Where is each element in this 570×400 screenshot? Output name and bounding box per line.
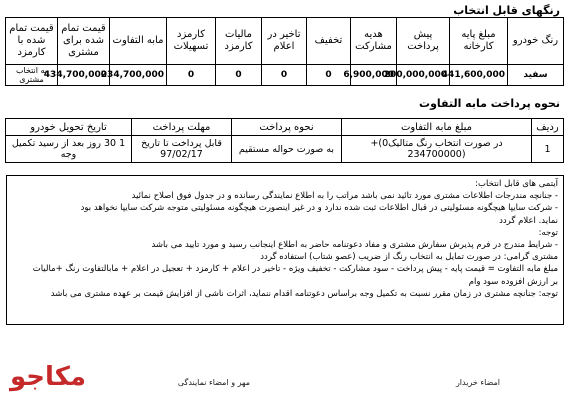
note-line: توجه: bbox=[538, 227, 558, 238]
table-cell: 1 bbox=[532, 136, 564, 163]
note-line: - شرایط مندرج در فرم پذیرش سفارش مشتری و مفاد دعوتنامه حاضر به اطلاع اینجانب رسید و مورد تایید می باشد bbox=[151, 240, 558, 251]
section2-title: نحوه پرداخت مابه التفاوت bbox=[419, 97, 560, 110]
note-line: مشتری گرامی: در صورت تمایل به انتخاب رنگ از ضریب (عصو شتاب) استفاده گردد bbox=[260, 252, 558, 263]
buyer-signature-label: امضاء خریدار bbox=[455, 378, 500, 387]
table-cell: 441,600,000 bbox=[450, 65, 508, 86]
table-row bbox=[6, 65, 564, 86]
table-cell: قابل پرداخت تا تاریخ 97/02/17 bbox=[132, 136, 232, 163]
note-line: بر ارزش افزوده سود وام bbox=[468, 276, 558, 287]
note-line: نماید. اعلام گردد bbox=[499, 215, 558, 226]
notes-box bbox=[6, 175, 564, 325]
header-cell: نحوه پرداخت bbox=[232, 119, 342, 136]
table-row bbox=[6, 136, 564, 163]
header-cell: مبلغ مابه التفاوت bbox=[342, 119, 532, 136]
table-cell: 434,700,000 bbox=[58, 65, 110, 86]
table-cell: 6,900,000 bbox=[351, 65, 397, 86]
table-cell: 0 bbox=[262, 65, 307, 86]
table-header-row bbox=[6, 18, 564, 65]
header-cell: رنگ خودرو bbox=[508, 18, 564, 65]
header-cell: کارمزد تسهیلات bbox=[167, 18, 216, 65]
note-line: - جنانچه مندرجات اطلاعات مشتری مورد تائید نمی باشد مراتب را به اطلاع نمایندگی رسانده و در جدول فوق اصلاح نمائید bbox=[131, 191, 558, 202]
header-cell: تاریخ تحویل خودرو bbox=[6, 119, 132, 136]
note-line: آیتمی های قابل انتخاب: bbox=[475, 179, 558, 189]
note-line: - شرکت سایپا هیچگونه مسئولیتی در قبال اطلاعات ثبت شده ندارد و در غیر اینصورت هیچگونه مسئولیتی متوجه شرکت سایپا نخواهد بود bbox=[80, 203, 558, 214]
header-cell: مالیات کارمزد bbox=[216, 18, 262, 65]
header-cell: مهلت پرداخت bbox=[132, 119, 232, 136]
header-cell: قیمت تمام شده برای مشتری bbox=[58, 18, 110, 65]
header-cell: مابه التفاوت bbox=[110, 18, 167, 65]
header-cell: تاخیر در اعلام bbox=[262, 18, 307, 65]
section1-title: رنگهای قابل انتخاب bbox=[453, 4, 560, 17]
table-cell: 1 30 روز بعد از رسید تکمیل وجه bbox=[6, 136, 132, 163]
watermark-logo: مکاجو bbox=[10, 362, 87, 392]
table-cell: 0 bbox=[307, 65, 351, 86]
payment-table bbox=[5, 118, 564, 163]
dealer-signature-label: مهر و امضاء نمایندگی bbox=[177, 378, 250, 387]
table-cell: 234,700,000 bbox=[110, 65, 167, 86]
note-line: مبلغ مابه التفاوت = قیمت پایه - پیش پرداخت - سود مشارکت - تخفیف ویژه - تاخیر در اعلام + کارمزد + تعجیل در اعلام + مابالتفاوت رنگ +مالیات bbox=[32, 264, 558, 275]
header-cell: پیش پرداخت bbox=[397, 18, 450, 65]
header-cell: قیمت تمام شده با کارمزد bbox=[6, 18, 58, 65]
colors-table bbox=[5, 17, 564, 86]
table-cell: به صورت حواله مستقیم bbox=[232, 136, 342, 163]
table-cell: به انتخاب مشتری bbox=[6, 65, 58, 86]
table-cell: در صورت انتخاب رنگ متالیک0)+(234700000 bbox=[342, 136, 532, 163]
table-cell: 0 bbox=[167, 65, 216, 86]
header-cell: مبلغ پایه کارخانه bbox=[450, 18, 508, 65]
header-cell: هدیه مشارکت bbox=[351, 18, 397, 65]
table-header-row bbox=[6, 119, 564, 136]
note-line: توجه: جنانچه مشتری در زمان مقرر نسبت به تکمیل وجه براساس دعوتنامه اقدام ننماید، اثرات ناشی از افزایش قیمت بر عهده مشتری می باشد bbox=[50, 288, 558, 299]
table-cell: 200,000,000 bbox=[397, 65, 450, 86]
table-cell: سفید bbox=[508, 65, 564, 86]
table-cell: 0 bbox=[216, 65, 262, 86]
header-cell: ردیف bbox=[532, 119, 564, 136]
header-cell: تخفیف bbox=[307, 18, 351, 65]
